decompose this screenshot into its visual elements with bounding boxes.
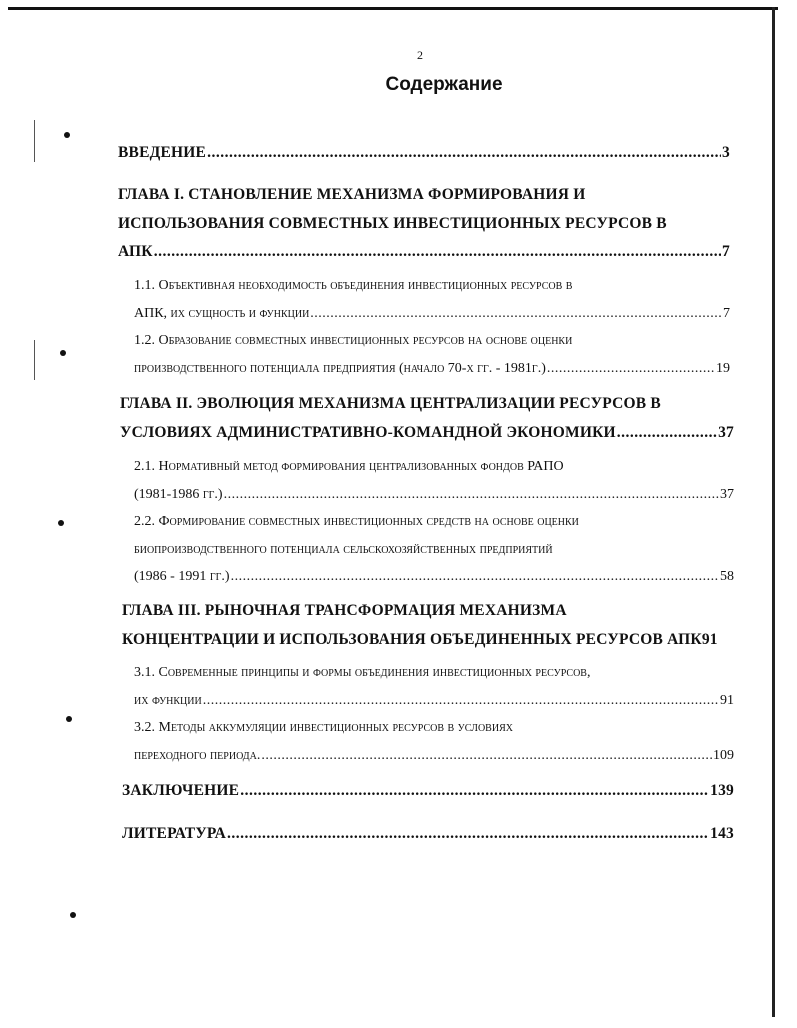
toc-page: 143 [710, 825, 734, 842]
punch-hole-dot [58, 520, 64, 526]
toc-entry-section-2-1[interactable] [134, 483, 734, 507]
punch-hole-dot [60, 350, 66, 356]
toc-entry-chapter-1[interactable] [118, 240, 730, 264]
toc-page: 139 [710, 782, 734, 799]
toc-entry-conclusion[interactable] [122, 779, 734, 803]
punch-hole-dot [64, 132, 70, 138]
toc-leader [261, 744, 712, 768]
toc-section-title: 3.1. Современные принципы и формы объединения инвестиционных ресурсов, [134, 665, 591, 680]
scan-border-top [8, 7, 778, 10]
toc-text: их функции [134, 693, 202, 708]
toc-text: АПК [118, 243, 153, 260]
toc-entry-section-3-2[interactable] [134, 744, 734, 768]
toc-leader [547, 357, 715, 381]
toc-section-title: 1.2. Образование совместных инвестиционных ресурсов на основе оценки [134, 333, 573, 348]
toc-page: 19 [716, 361, 730, 376]
toc-leader [154, 240, 721, 264]
toc-entry-chapter-2[interactable] [120, 421, 734, 445]
toc-leader [617, 421, 717, 445]
toc-section-title: биопроизводственного потенциала сельскохозяйственных предприятий [134, 542, 553, 557]
toc-chapter-title: ГЛАВА I. СТАНОВЛЕНИЕ МЕХАНИЗМА ФОРМИРОВАНИЯ И [118, 186, 586, 203]
toc-leader [240, 779, 709, 803]
toc-page: 37 [718, 424, 734, 441]
toc-leader [310, 302, 722, 326]
scan-border-right [772, 7, 775, 1017]
toc-section-title: 3.2. Методы аккумуляции инвестиционных ресурсов в условиях [134, 720, 513, 735]
toc-entry-literature[interactable] [122, 822, 734, 846]
toc-section-title: 1.1. Объективная необходимость объединения инвестиционных ресурсов в [134, 278, 573, 293]
toc-section-title: 2.2. Формирование совместных инвестиционных средств на основе оценки [134, 514, 579, 529]
toc-page: 91 [720, 693, 734, 708]
page-title: Содержание [385, 74, 503, 95]
toc-entry-section-1-1[interactable] [134, 302, 730, 326]
toc-page: 37 [720, 487, 734, 502]
scan-mark [34, 120, 35, 162]
toc-text: ЗАКЛЮЧЕНИЕ [122, 782, 240, 799]
toc-entry-intro[interactable] [118, 141, 730, 165]
toc-text: производственного потенциала предприятия (начало 70-х гг. - 1981г.) [134, 361, 546, 376]
toc-entry-chapter-3[interactable] [122, 628, 747, 652]
toc-leader [231, 565, 719, 589]
toc-leader [224, 483, 719, 507]
toc-text: КОНЦЕНТРАЦИИ И ИСПОЛЬЗОВАНИЯ ОБЪЕДИНЕННЫХ РЕСУРСОВ АПК [122, 631, 702, 648]
toc-entry-section-3-1[interactable] [134, 689, 734, 713]
toc-page: 7 [723, 306, 730, 321]
toc-page: 91 [701, 631, 718, 648]
toc-text: переходного периода. [134, 748, 261, 763]
toc-leader [203, 689, 719, 713]
toc-text: ЛИТЕРАТУРА [122, 825, 226, 842]
toc-entry-section-2-2[interactable] [134, 565, 734, 589]
toc-section-title: 2.1. Нормативный метод формирования централизованных фондов РАПО [134, 459, 564, 474]
punch-hole-dot [70, 912, 76, 918]
toc-text: (1986 - 1991 гг.) [134, 569, 230, 584]
toc-leader [227, 822, 709, 846]
punch-hole-dot [66, 716, 72, 722]
toc-page: 58 [720, 569, 734, 584]
toc-chapter-title: ГЛАВА III. РЫНОЧНАЯ ТРАНСФОРМАЦИЯ МЕХАНИЗМА [122, 602, 567, 619]
toc-leader [207, 141, 721, 165]
toc-text: АПК, их сущность и функции [134, 306, 310, 321]
toc-page: 7 [722, 243, 730, 260]
toc-entry-section-1-2[interactable] [134, 357, 730, 381]
toc-chapter-title: ИСПОЛЬЗОВАНИЯ СОВМЕСТНЫХ ИНВЕСТИЦИОННЫХ РЕСУРСОВ В [118, 215, 667, 232]
toc-page: 109 [713, 748, 734, 763]
toc-page: 3 [722, 144, 730, 161]
toc-text: ВВЕДЕНИЕ [118, 144, 207, 161]
scan-mark [34, 340, 35, 380]
page-number: 2 [417, 48, 423, 62]
toc-chapter-title: ГЛАВА II. ЭВОЛЮЦИЯ МЕХАНИЗМА ЦЕНТРАЛИЗАЦИИ РЕСУРСОВ В [120, 395, 661, 412]
toc-text: УСЛОВИЯХ АДМИНИСТРАТИВНО-КОМАНДНОЙ ЭКОНОМИКИ [120, 424, 616, 441]
toc-text: (1981-1986 гг.) [134, 487, 223, 502]
